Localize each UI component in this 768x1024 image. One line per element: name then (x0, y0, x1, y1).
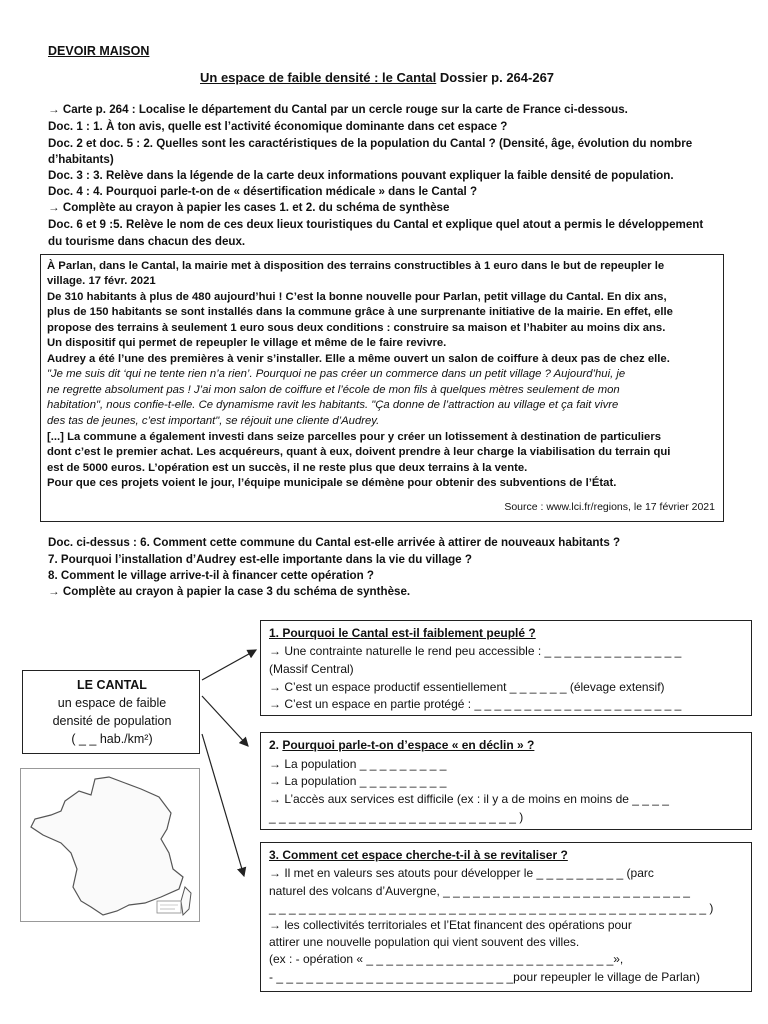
arrow-to-box2 (202, 696, 248, 746)
question-line: Doc. 4 : 4. Pourquoi parle-t-on de « désertification médicale » dans le Cantal ? (48, 185, 478, 198)
question-line: Doc. 1 : 1. À ton avis, quelle est l’activité économique dominante dans cet espace ? (48, 120, 508, 133)
article-line: [...] La commune a également investi dans seize parcelles pour y créer un lotissement à destination de particuliers (47, 431, 661, 443)
question-line: Doc. 2 et doc. 5 : 2. Quelles sont les caractéristiques de la population du Cantal ? (Densité, âge, évolution du nombre (48, 137, 693, 150)
arrow-to-box1 (202, 650, 256, 680)
question-line: Doc. 3 : 3. Relève dans la légende de la carte deux informations pouvant expliquer la faible densité de population. (48, 169, 674, 182)
box3-line: - _ _ _ _ _ _ _ _ _ _ _ _ _ _ _ _ _ _ _ _ _ _ _ _pour repeupler le village de Parlan) (269, 970, 700, 984)
box3-line: → les collectivités territoriales et l’Etat financent des opérations pour (269, 918, 632, 932)
arrow-to-box3 (202, 734, 244, 876)
synthesis-box-2 (260, 732, 752, 830)
article-line: De 310 habitants à plus de 480 aujourd’hui ! C’est la bonne nouvelle pour Parlan, petit village du Cantal. En dix ans, (47, 291, 667, 303)
box3-line: _ _ _ _ _ _ _ _ _ _ _ _ _ _ _ _ _ _ _ _ _ _ _ _ _ _ _ _ _ _ _ _ _ _ _ _ _ _ _ _ _ _ _ _ ) (269, 901, 714, 915)
article-line: À Parlan, dans le Cantal, la mairie met à disposition des terrains constructibles à 1 euro dans le but de repeupler le (47, 260, 665, 272)
box1-title: 1. Pourquoi le Cantal est-il faiblement peuplé ? (269, 626, 536, 640)
box2-line: → La population _ _ _ _ _ _ _ _ _ (269, 774, 447, 788)
article-line: est de 5000 euros. L’opération est un succès, il ne reste plus que deux terrains à la vente. (47, 462, 528, 474)
question-line: → Carte p. 264 : Localise le département du Cantal par un cercle rouge sur la carte de France ci-dessous. (48, 103, 628, 116)
cantal-line: densité de population (52, 714, 172, 728)
question-line: 7. Pourquoi l’installation d’Audrey est-elle importante dans la vie du village ? (48, 553, 472, 566)
box1-line: → C’est un espace productif essentiellement _ _ _ _ _ _ (élevage extensif) (269, 680, 665, 694)
box2-line: → L’accès aux services est difficile (ex : il y a de moins en moins de _ _ _ _ (269, 792, 669, 806)
question-line: d’habitants) (48, 153, 114, 166)
article-line: ne regrette absolument pas ! J’ai mon salon de coiffure et l’école de mon fils à quelques mètres seulement de mon (47, 384, 620, 396)
synthesis-box-3 (260, 842, 752, 992)
question-line: Doc. 6 et 9 :5. Relève le nom de ces deux lieux touristiques du Cantal et explique quel atout a permis le développement (48, 218, 704, 231)
question-line: 8. Comment le village arrive-t-il à financer cette opération ? (48, 569, 375, 582)
page-title-main: Un espace de faible densité : le Cantal (200, 70, 437, 85)
box1-line: → Une contrainte naturelle le rend peu accessible : _ _ _ _ _ _ _ _ _ _ _ _ _ _ (269, 644, 682, 658)
article-line: dont c’est le premier achat. Les acquéreurs, quant à eux, doivent prendre à leur charge la viabilisation du terrain qui (47, 446, 671, 458)
article-line: des tas de jeunes, c’est important", se réjouit une cliente d’Audrey. (47, 415, 380, 427)
box3-line: attirer une nouvelle population qui vient souvent des villes. (269, 935, 580, 949)
box3-line: naturel des volcans d’Auvergne, _ _ _ _ _ _ _ _ _ _ _ _ _ _ _ _ _ _ _ _ _ _ _ _ _ (269, 884, 690, 898)
question-line: → Complète au crayon à papier la case 3 du schéma de synthèse. (48, 585, 411, 598)
devoir-maison-heading: DEVOIR MAISON (48, 44, 150, 58)
article-line: habitation", nous confie-t-elle. Ce dynamisme ravit les habitants. "Ça donne de l’attraction au village et ça fait vivre (47, 399, 619, 411)
article-line: Pour que ces projets voient le jour, l’équipe municipale se démène pour obtenir des subventions de l’État. (47, 477, 617, 489)
article-line: Audrey a été l’une des premières à venir s’installer. Elle a même ouvert un salon de coiffure à deux pas de chez elle. (47, 353, 670, 365)
box3-line: → Il met en valeurs ses atouts pour développer le _ _ _ _ _ _ _ _ _ (parc (269, 866, 654, 880)
article-source: Source : www.lci.fr/regions, le 17 février 2021 (504, 501, 715, 513)
article-line: village. 17 févr. 2021 (47, 275, 156, 287)
cantal-density-blank: ( _ _ hab./km²) (71, 732, 153, 746)
page-title (200, 70, 554, 85)
france-outline-icon (21, 769, 199, 921)
question-line: Doc. ci-dessus : 6. Comment cette commune du Cantal est-elle arrivée à attirer de nouveaux habitants ? (48, 536, 621, 549)
article-line: propose des terrains à seulement 1 euro sous deux conditions : construire sa maison et l’habiter au moins dix ans. (47, 322, 666, 334)
page-title-dossier: Dossier p. 264-267 (436, 70, 555, 85)
box3-line: (ex : - opération « _ _ _ _ _ _ _ _ _ _ _ _ _ _ _ _ _ _ _ _ _ _ _ _ _», (269, 952, 624, 966)
box2-title (269, 737, 534, 753)
question-line: → Complète au crayon à papier les cases 1. et 2. du schéma de synthèse (48, 201, 450, 214)
cantal-box (22, 670, 200, 754)
question-line: du tourisme dans chacun des deux. (48, 235, 246, 248)
article-line: "Je me suis dit ‘qui ne tente rien n’a rien’. Pourquoi ne pas créer un commerce dans un petit village ? Aujourd’hui, je (47, 368, 626, 380)
article-line: plus de 150 habitants se sont installés dans la commune grâce à une surprenante initiative de la mairie. En effet, elle (47, 306, 673, 318)
box2-line: _ _ _ _ _ _ _ _ _ _ _ _ _ _ _ _ _ _ _ _ _ _ _ _ _ ) (269, 810, 524, 824)
box3-title: 3. Comment cet espace cherche-t-il à se revitaliser ? (269, 848, 568, 862)
synthesis-box-1 (260, 620, 752, 716)
box2-line: → La population _ _ _ _ _ _ _ _ _ (269, 757, 447, 771)
article-line: Un dispositif qui permet de repeupler le village et même de le faire revivre. (47, 337, 447, 349)
france-map (20, 768, 200, 922)
box2-title-number: 2. (269, 738, 283, 752)
article-box (40, 254, 724, 522)
cantal-line: un espace de faible (57, 696, 167, 710)
cantal-title: LE CANTAL (77, 678, 147, 692)
box2-title-text: Pourquoi parle-t-on d’espace « en déclin » ? (282, 738, 535, 752)
box1-line: (Massif Central) (269, 662, 354, 676)
box1-line: → C’est un espace en partie protégé : _ _ _ _ _ _ _ _ _ _ _ _ _ _ _ _ _ _ _ _ _ (269, 697, 682, 711)
